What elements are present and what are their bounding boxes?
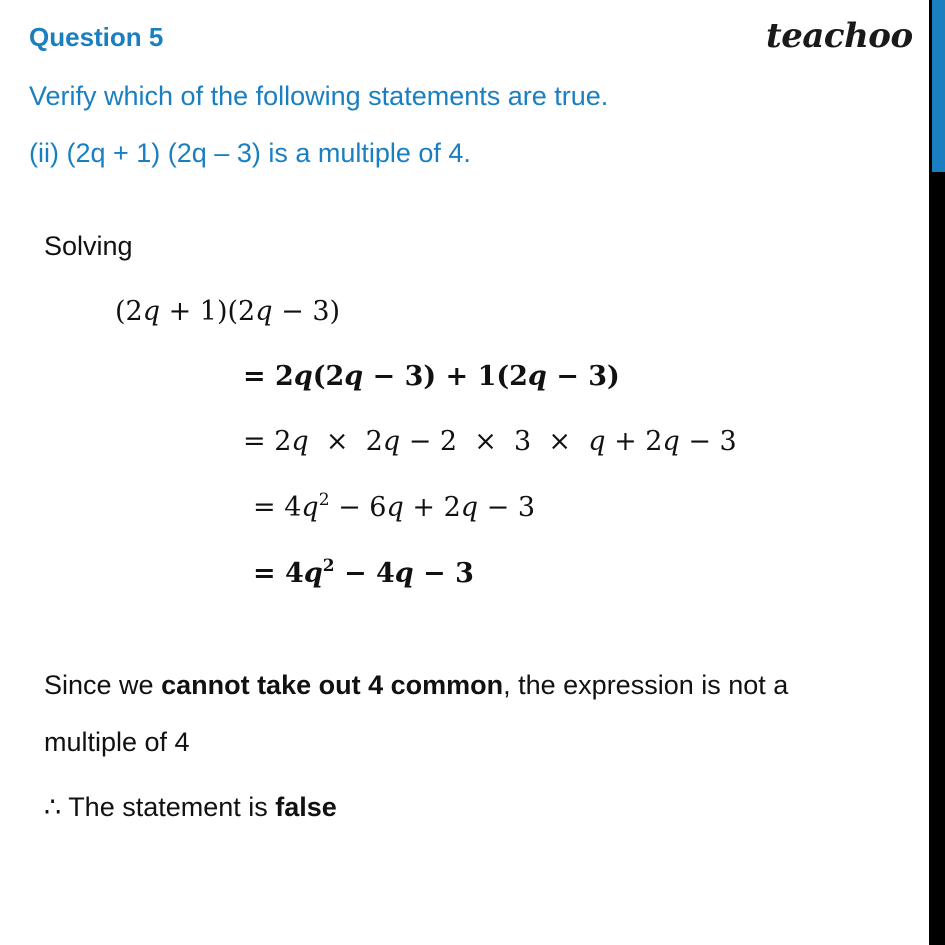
right-edge-accent [932,0,945,172]
math-step-3: = 2q × 2q − 2 × 3 × q + 2q − 3 [243,426,737,457]
solving-heading: Solving [44,231,133,261]
question-prompt: Verify which of the following statements are true. [29,81,609,111]
conclusion-bold: cannot take out 4 common [161,670,504,700]
right-edge-bar [929,0,945,945]
question-label: Question 5 [29,22,164,52]
final-prefix: ∴ The statement is [44,792,276,822]
math-step-1: (2q + 1)(2q − 3) [115,296,341,327]
math-step-4: = $4q^2 - 6q + 2q - 3$ [253,490,536,523]
conclusion-line-2: multiple of 4 [44,727,190,757]
teachoo-logo: teachoo [766,16,913,56]
question-part: (ii) (2q + 1) (2q – 3) is a multiple of 4. [29,138,471,168]
conclusion-line-1 [44,670,788,701]
math-step-5: = $4q^2 - 4q - 3$ [253,556,474,589]
conclusion-text-a: Since we [44,670,162,700]
final-statement [44,792,337,823]
conclusion-text-b: , the expression is not a [503,670,789,700]
math-step-2: = 2q(2q − 3) + 1(2q − 3) [243,361,620,392]
final-verdict: false [275,792,337,822]
